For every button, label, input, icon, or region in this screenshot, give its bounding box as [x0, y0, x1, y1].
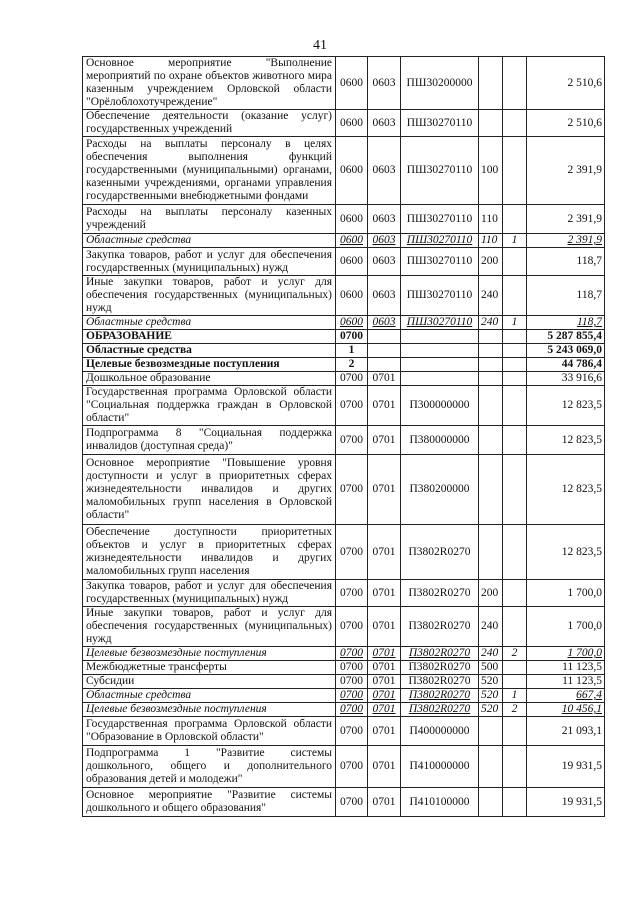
table-row — [83, 386, 605, 426]
row-expense-type — [479, 344, 503, 358]
row-name: Основное мероприятие "Развитие системы дошкольного и общего образования" — [83, 788, 336, 817]
row-sum: 19 931,5 — [527, 746, 605, 788]
row-source — [503, 248, 527, 276]
row-sum: 5 243 069,0 — [527, 344, 605, 358]
row-subsection: 0701 — [368, 455, 401, 525]
row-expense-type — [479, 330, 503, 344]
row-section: 0600 — [336, 57, 368, 110]
row-target-article: П380000000 — [401, 426, 479, 455]
table-row — [83, 57, 605, 110]
row-section: 0700 — [336, 607, 368, 647]
row-target-article — [401, 372, 479, 386]
row-source — [503, 426, 527, 455]
row-subsection — [368, 358, 401, 372]
row-target-article: П3802R0270 — [401, 647, 479, 661]
row-expense-type: 200 — [479, 248, 503, 276]
row-subsection: 0701 — [368, 717, 401, 746]
row-subsection: 0701 — [368, 661, 401, 675]
row-sum: 667,4 — [527, 689, 605, 703]
row-sum: 12 823,5 — [527, 386, 605, 426]
row-subsection: 0603 — [368, 137, 401, 205]
row-source — [503, 661, 527, 675]
row-target-article — [401, 330, 479, 344]
row-name: Иные закупки товаров, работ и услуг для обеспечения государственных (муниципальных) нужд — [83, 276, 336, 316]
row-name: Субсидии — [83, 675, 336, 689]
row-name: Областные средства — [83, 316, 336, 330]
page-number: 41 — [313, 38, 327, 53]
table-row — [83, 746, 605, 788]
row-target-article: П3802R0270 — [401, 675, 479, 689]
row-target-article: П3802R0270 — [401, 703, 479, 717]
row-subsection: 0603 — [368, 205, 401, 234]
row-source — [503, 276, 527, 316]
row-source — [503, 675, 527, 689]
row-subsection: 0701 — [368, 703, 401, 717]
row-source — [503, 372, 527, 386]
row-sum: 33 916,6 — [527, 372, 605, 386]
row-sum: 19 931,5 — [527, 788, 605, 817]
row-name: Обеспечение доступности приоритетных объектов и услуг в приоритетных сферах жизнедеятельности инвалидов и других маломобильных групп населения — [83, 525, 336, 580]
row-source: 1 — [503, 689, 527, 703]
row-subsection: 0701 — [368, 607, 401, 647]
row-expense-type: 240 — [479, 647, 503, 661]
row-sum: 2 510,6 — [527, 110, 605, 137]
table-row — [83, 248, 605, 276]
table-row — [83, 788, 605, 817]
row-expense-type: 520 — [479, 689, 503, 703]
row-source — [503, 386, 527, 426]
row-source — [503, 205, 527, 234]
row-sum: 12 823,5 — [527, 525, 605, 580]
row-source: 2 — [503, 703, 527, 717]
row-section: 0600 — [336, 205, 368, 234]
row-subsection: 0603 — [368, 276, 401, 316]
row-sum: 12 823,5 — [527, 426, 605, 455]
row-source: 2 — [503, 647, 527, 661]
row-source: 1 — [503, 316, 527, 330]
table-body — [83, 57, 605, 817]
row-subsection: 0701 — [368, 525, 401, 580]
row-target-article: ПШ30200000 — [401, 57, 479, 110]
row-source — [503, 788, 527, 817]
row-expense-type — [479, 358, 503, 372]
row-section: 0700 — [336, 675, 368, 689]
row-source — [503, 57, 527, 110]
row-subsection: 0701 — [368, 675, 401, 689]
row-section: 0700 — [336, 386, 368, 426]
table-row — [83, 137, 605, 205]
table-row — [83, 205, 605, 234]
row-expense-type: 240 — [479, 316, 503, 330]
row-sum: 11 123,5 — [527, 675, 605, 689]
row-target-article: П410000000 — [401, 746, 479, 788]
row-source — [503, 580, 527, 607]
row-target-article: ПШ30270110 — [401, 234, 479, 248]
table-row — [83, 607, 605, 647]
row-target-article — [401, 344, 479, 358]
row-sum: 1 700,0 — [527, 647, 605, 661]
row-section: 0700 — [336, 372, 368, 386]
table-row — [83, 703, 605, 717]
table-row — [83, 455, 605, 525]
row-source — [503, 344, 527, 358]
row-section: 0700 — [336, 525, 368, 580]
row-source — [503, 330, 527, 344]
row-target-article: ПШ30270110 — [401, 137, 479, 205]
table-row — [83, 372, 605, 386]
row-name: Целевые безвозмездные поступления — [83, 647, 336, 661]
row-expense-type: 500 — [479, 661, 503, 675]
row-section: 0700 — [336, 455, 368, 525]
row-section: 0600 — [336, 137, 368, 205]
row-expense-type — [479, 386, 503, 426]
row-target-article: П3802R0270 — [401, 689, 479, 703]
row-name: Дошкольное образование — [83, 372, 336, 386]
row-section: 0700 — [336, 746, 368, 788]
row-subsection — [368, 344, 401, 358]
row-name: Межбюджетные трансферты — [83, 661, 336, 675]
row-subsection: 0701 — [368, 647, 401, 661]
table-row — [83, 426, 605, 455]
row-sum: 12 823,5 — [527, 455, 605, 525]
table-row — [83, 110, 605, 137]
row-target-article: ПШ30270110 — [401, 276, 479, 316]
row-name: Основное мероприятие "Выполнение мероприятий по охране объектов животного мира казенным учреждением Орловской области "Орёлоблохотучреждение" — [83, 57, 336, 110]
row-target-article: П300000000 — [401, 386, 479, 426]
table-row — [83, 689, 605, 703]
row-target-article: ПШ30270110 — [401, 248, 479, 276]
row-section: 2 — [336, 358, 368, 372]
row-name: Основное мероприятие "Повышение уровня доступности и услуг в приоритетных сферах жизнедеятельности инвалидов и других маломобильных групп населения в Орловской области" — [83, 455, 336, 525]
row-section: 0600 — [336, 316, 368, 330]
table-row — [83, 580, 605, 607]
row-sum: 2 391,9 — [527, 234, 605, 248]
row-section: 0700 — [336, 330, 368, 344]
row-sum: 44 786,4 — [527, 358, 605, 372]
row-name: Областные средства — [83, 689, 336, 703]
table-row — [83, 647, 605, 661]
row-subsection: 0603 — [368, 248, 401, 276]
table-row — [83, 717, 605, 746]
row-sum: 11 123,5 — [527, 661, 605, 675]
row-name: Государственная программа Орловской области "Социальная поддержка граждан в Орловской области" — [83, 386, 336, 426]
row-expense-type — [479, 455, 503, 525]
row-target-article: П400000000 — [401, 717, 479, 746]
row-section: 0700 — [336, 717, 368, 746]
row-subsection: 0701 — [368, 689, 401, 703]
row-subsection: 0603 — [368, 234, 401, 248]
row-subsection: 0603 — [368, 316, 401, 330]
row-section: 0700 — [336, 703, 368, 717]
table-row — [83, 358, 605, 372]
row-expense-type: 240 — [479, 276, 503, 316]
row-source — [503, 746, 527, 788]
row-expense-type: 240 — [479, 607, 503, 647]
row-name: Областные средства — [83, 234, 336, 248]
row-expense-type — [479, 525, 503, 580]
row-section: 0700 — [336, 788, 368, 817]
row-subsection: 0701 — [368, 580, 401, 607]
row-name: Закупка товаров, работ и услуг для обеспечения государственных (муниципальных) нужд — [83, 248, 336, 276]
row-subsection: 0701 — [368, 386, 401, 426]
row-expense-type — [479, 746, 503, 788]
row-expense-type — [479, 110, 503, 137]
row-name: Подпрограмма 8 "Социальная поддержка инвалидов (доступная среда)" — [83, 426, 336, 455]
row-sum: 2 391,9 — [527, 137, 605, 205]
row-source — [503, 607, 527, 647]
row-section: 1 — [336, 344, 368, 358]
row-name: Подпрограмма 1 "Развитие системы дошкольного, общего и дополнительного образования детей и молодежи" — [83, 746, 336, 788]
row-source — [503, 455, 527, 525]
row-sum: 118,7 — [527, 276, 605, 316]
row-sum: 5 287 855,4 — [527, 330, 605, 344]
row-expense-type: 200 — [479, 580, 503, 607]
row-section: 0600 — [336, 248, 368, 276]
row-expense-type — [479, 788, 503, 817]
table-row — [83, 234, 605, 248]
table-row — [83, 661, 605, 675]
row-expense-type: 100 — [479, 137, 503, 205]
row-name: Иные закупки товаров, работ и услуг для обеспечения государственных (муниципальных) нужд — [83, 607, 336, 647]
row-expense-type: 520 — [479, 703, 503, 717]
row-section: 0600 — [336, 110, 368, 137]
table-row — [83, 675, 605, 689]
row-subsection — [368, 330, 401, 344]
table-row — [83, 316, 605, 330]
row-section: 0700 — [336, 647, 368, 661]
row-name: Расходы на выплаты персоналу казенных учреждений — [83, 205, 336, 234]
row-expense-type — [479, 717, 503, 746]
row-target-article: П3802R0270 — [401, 580, 479, 607]
row-expense-type: 110 — [479, 205, 503, 234]
row-name: Областные средства — [83, 344, 336, 358]
table-row — [83, 344, 605, 358]
row-sum: 2 510,6 — [527, 57, 605, 110]
row-source — [503, 358, 527, 372]
row-sum: 2 391,9 — [527, 205, 605, 234]
row-subsection: 0701 — [368, 788, 401, 817]
row-expense-type — [479, 57, 503, 110]
row-name: Целевые безвозмездные поступления — [83, 358, 336, 372]
row-expense-type — [479, 372, 503, 386]
row-section: 0600 — [336, 276, 368, 316]
row-source — [503, 717, 527, 746]
row-source: 1 — [503, 234, 527, 248]
row-name: Обеспечение деятельности (оказание услуг) государственных учреждений — [83, 110, 336, 137]
row-section: 0700 — [336, 689, 368, 703]
row-source — [503, 110, 527, 137]
table-row — [83, 276, 605, 316]
row-target-article: П3802R0270 — [401, 525, 479, 580]
row-target-article: П410100000 — [401, 788, 479, 817]
row-sum: 21 093,1 — [527, 717, 605, 746]
row-sum: 1 700,0 — [527, 580, 605, 607]
row-target-article: П380200000 — [401, 455, 479, 525]
row-name: Расходы на выплаты персоналу в целях обеспечения выполнения функций государственными (муниципальными) органами, казенными учреждениями, органами управления государственными внебюджетными фондами — [83, 137, 336, 205]
row-target-article — [401, 358, 479, 372]
row-expense-type: 520 — [479, 675, 503, 689]
row-section: 0700 — [336, 580, 368, 607]
row-name: Целевые безвозмездные поступления — [83, 703, 336, 717]
row-section: 0600 — [336, 234, 368, 248]
table-row — [83, 330, 605, 344]
row-subsection: 0701 — [368, 746, 401, 788]
row-subsection: 0603 — [368, 110, 401, 137]
row-target-article: П3802R0270 — [401, 661, 479, 675]
row-source — [503, 137, 527, 205]
row-sum: 1 700,0 — [527, 607, 605, 647]
row-expense-type — [479, 426, 503, 455]
row-target-article: ПШ30270110 — [401, 110, 479, 137]
row-name: ОБРАЗОВАНИЕ — [83, 330, 336, 344]
budget-table — [82, 56, 605, 817]
row-sum: 10 456,1 — [527, 703, 605, 717]
table-row — [83, 525, 605, 580]
row-section: 0700 — [336, 426, 368, 455]
row-sum: 118,7 — [527, 316, 605, 330]
row-target-article: П3802R0270 — [401, 607, 479, 647]
row-subsection: 0603 — [368, 57, 401, 110]
row-subsection: 0701 — [368, 426, 401, 455]
row-name: Закупка товаров, работ и услуг для обеспечения государственных (муниципальных) нужд — [83, 580, 336, 607]
row-section: 0700 — [336, 661, 368, 675]
row-target-article: ПШ30270110 — [401, 205, 479, 234]
row-sum: 118,7 — [527, 248, 605, 276]
row-source — [503, 525, 527, 580]
row-subsection: 0701 — [368, 372, 401, 386]
row-name: Государственная программа Орловской области "Образование в Орловской области" — [83, 717, 336, 746]
row-expense-type: 110 — [479, 234, 503, 248]
row-target-article: ПШ30270110 — [401, 316, 479, 330]
